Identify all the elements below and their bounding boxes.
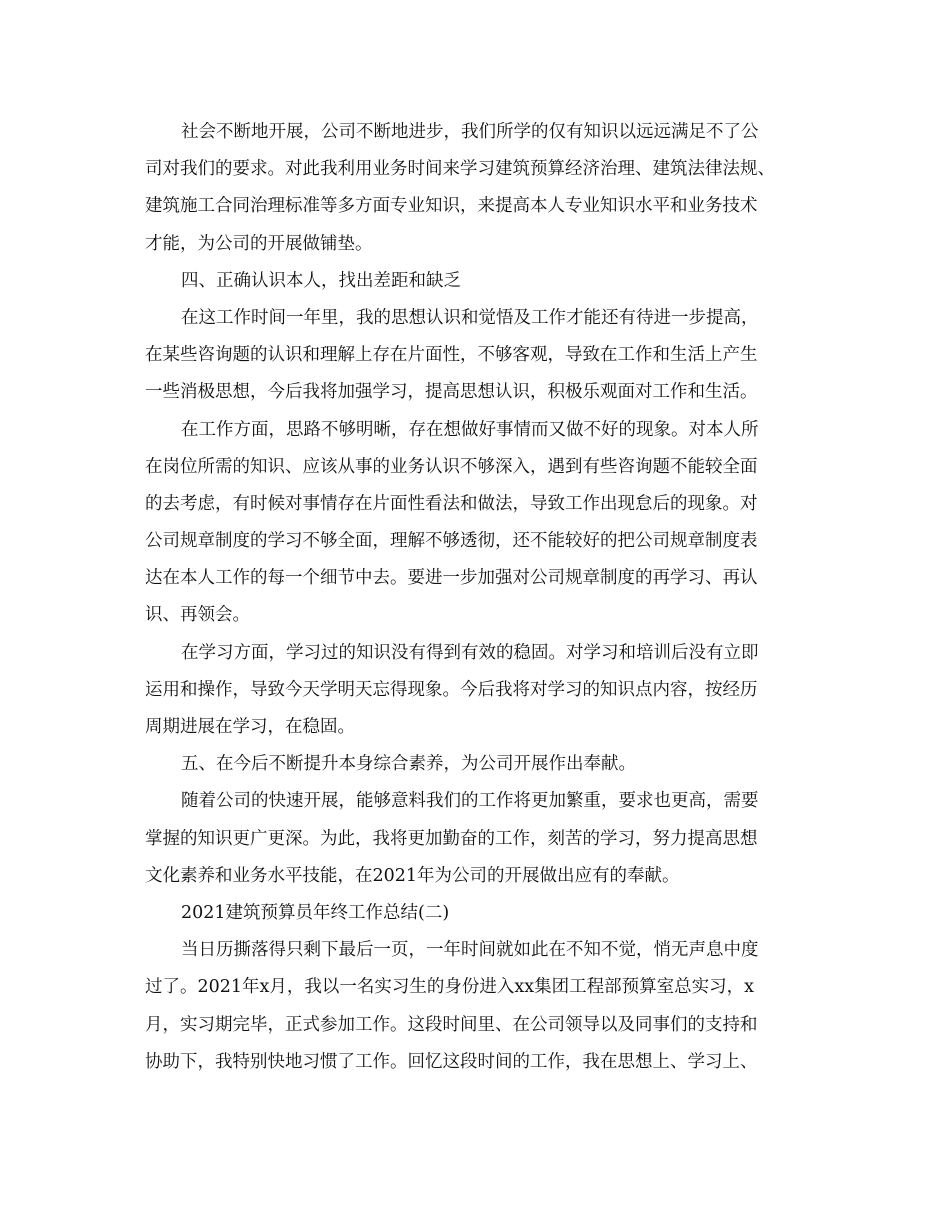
text-line: 在工作方面，思路不够明晰，存在想做好事情而又做不好的现象。对本人所 (181, 419, 759, 440)
text-line: 掌握的知识更广更深。为此，我将更加勤奋的工作，刻苦的学习，努力提高思想 (145, 828, 758, 849)
text-line: 才能，为公司的开展做铺垫。 (145, 233, 373, 254)
document-body (145, 114, 805, 1081)
text-line: 达在本人工作的每一个细节中去。要进一步加强对公司规章制度的再学习、再认 (145, 568, 758, 589)
text-line: 月，实习期完毕，正式参加工作。这段时间里、在公司领导以及同事们的支持和 (145, 1014, 758, 1035)
text-line: 过了。2021年x月，我以一名实习生的身份进入xx集团工程部预算室总实习，x (145, 977, 755, 998)
section-heading: 四、正确认识本人，找出差距和缺乏 (181, 270, 461, 291)
text-line: 随着公司的快速开展，能够意料我们的工作将更加繁重，要求也更高，需要 (181, 791, 759, 812)
text-line: 在某些咨询题的认识和理解上存在片面性，不够客观，导致在工作和生活上产生 (145, 345, 758, 366)
text-line: 周期进展在学习，在稳固。 (145, 717, 355, 737)
text-line: 文化素养和业务水平技能，在2021年为公司的开展做出应有的奉献。 (145, 865, 680, 886)
text-line: 在学习方面，学习过的知识没有得到有效的稳固。对学习和培训后没有立即 (181, 642, 759, 663)
text-line: 公司规章制度的学习不够全面，理解不够透彻，还不能较好的把公司规章制度表 (145, 531, 758, 552)
text-line: 识、再领会。 (145, 605, 250, 626)
document-title: 2021建筑预算员年终工作总结(二) (181, 902, 450, 923)
text-line: 在岗位所需的知识、应该从事的业务认识不够深入，遇到有些咨询题不能较全面 (145, 456, 758, 477)
text-line: 当日历撕落得只剩下最后一页，一年时间就如此在不知不觉，悄无声息中度 (181, 940, 759, 961)
text-line: 社会不断地开展，公司不断地进步，我们所学的仅有知识以远远满足不了公 (181, 122, 759, 142)
text-line: 的去考虑，有时候对事情存在片面性看法和做法，导致工作出现怠后的现象。对 (145, 493, 758, 514)
text-line: 一些消极思想，今后我将加强学习，提高思想认识，积极乐观面对工作和生活。 (145, 382, 758, 403)
text-line: 运用和操作，导致今天学明天忘得现象。今后我将对学习的知识点内容，按经历 (145, 679, 758, 700)
text-line: 协助下，我特别快地习惯了工作。回忆这段时间的工作，我在思想上、学习上、 (145, 1051, 758, 1072)
section-heading: 五、在今后不断提升本身综合素养，为公司开展作出奉献。 (181, 754, 636, 775)
text-line: 司对我们的要求。对此我利用业务时间来学习建筑预算经济治理、建筑法律法规、 (145, 159, 775, 180)
text-line: 建筑施工合同治理标准等多方面专业知识，来提高本人专业知识水平和业务技术 (145, 196, 758, 217)
text-line: 在这工作时间一年里，我的思想认识和觉悟及工作才能还有待进一步提高， (181, 307, 759, 328)
